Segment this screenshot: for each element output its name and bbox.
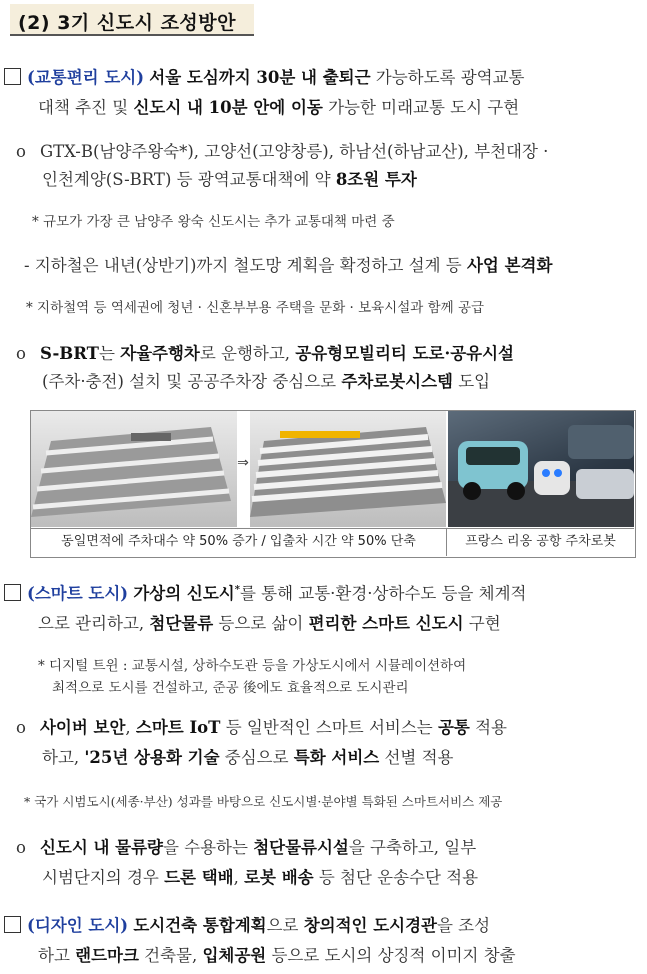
checkbox-square-icon — [4, 916, 21, 933]
section-title: (2) 3기 신도시 조성방안 — [18, 12, 236, 34]
note-station-housing: * 지하철역 등 역세권에 청년 · 신혼부부용 주택을 문화 · 보육시설과 함께 공급 — [26, 300, 485, 316]
bullet-logistics-line2: 시범단지의 경우 드론 택배, 로봇 배송 등 첨단 운송수단 적용 — [42, 868, 479, 887]
bullet-sbrt-line1: o S-BRT는 자율주행차로 운행하고, 공유형모빌리티 도로·공유시설 — [16, 344, 514, 363]
bullet-cyber-line1: o 사이버 보안, 스마트 IoT 등 일반적인 스마트 서비스는 공통 적용 — [16, 718, 507, 737]
paragraph-design-line1: (디자인 도시) 도시건축 통합계획으로 창의적인 도시경관을 조성 — [4, 912, 490, 936]
checkbox-square-icon — [4, 584, 21, 601]
paragraph-smart-line2: 으로 관리하고, 첨단물류 등으로 삶이 편리한 스마트 신도시 구현 — [38, 614, 501, 633]
dash-subway: - 지하철은 내년(상반기)까지 철도망 계획을 확정하고 설계 등 사업 본격화 — [24, 256, 553, 275]
parking-before-render — [31, 411, 237, 527]
parking-robot-photo — [448, 411, 634, 527]
tag-design: 디자인 도시 — [34, 916, 121, 935]
tag-transport: 교통편리 도시 — [34, 68, 137, 87]
bullet-circle-icon: o — [16, 838, 26, 857]
tag-smart: 스마트 도시 — [34, 584, 121, 603]
bullet-circle-icon: o — [16, 344, 26, 363]
note-digital-twin-line2: 최적으로 도시를 건설하고, 준공 後에도 효율적으로 도시관리 — [52, 680, 409, 696]
figure-caption-right: 프랑스 리옹 공항 주차로봇 — [447, 528, 634, 556]
paragraph-transport-line2: 대책 추진 및 신도시 내 10분 안에 이동 가능한 미래교통 도시 구현 — [38, 98, 520, 117]
note-pilot-city: * 국가 시범도시(세종·부산) 성과를 바탕으로 신도시별·분야별 특화된 스마트서비스 제공 — [24, 794, 503, 809]
checkbox-square-icon — [4, 68, 21, 85]
bullet-cyber-line2: 하고, '25년 상용화 기술 중심으로 특화 서비스 선별 적용 — [42, 748, 454, 767]
note-digital-twin-line1: * 디지털 트윈 : 교통시설, 상하수도관 등을 가상도시에서 시뮬레이션하여 — [38, 658, 467, 674]
parking-after-render — [250, 411, 446, 527]
paragraph-design-line2: 하고 랜드마크 건축물, 입체공원 등으로 도시의 상징적 이미지 창출 — [38, 946, 516, 965]
bullet-gtx-line1: o GTX-B(남양주왕숙*), 고양선(고양창릉), 하남선(하남교산), 부천대장 · — [16, 142, 549, 161]
note-wangsuk: * 규모가 가장 큰 남양주 왕숙 신도시는 추가 교통대책 마련 중 — [32, 214, 395, 230]
bullet-sbrt-line2: (주차·충전) 설치 및 공공주차장 중심으로 주차로봇시스템 도입 — [42, 372, 491, 391]
parking-robot-render — [448, 411, 634, 527]
figure-caption-left: 동일면적에 주차대수 약 50% 증가 / 입출차 시간 약 50% 단축 — [31, 528, 447, 556]
bullet-logistics-line1: o 신도시 내 물류량을 수용하는 첨단물류시설을 구축하고, 일부 — [16, 838, 477, 857]
bullet-circle-icon: o — [16, 718, 26, 737]
arrow-icon: ⇒ — [237, 455, 249, 471]
parking-after-image — [250, 411, 446, 527]
parking-before-image — [31, 411, 237, 527]
paragraph-transport-line1: (교통편리 도시) 서울 도심까지 30분 내 출퇴근 가능하도록 광역교통 — [4, 64, 525, 88]
bullet-gtx-line2: 인천계양(S-BRT) 등 광역교통대책에 약 8조원 투자 — [42, 170, 417, 189]
bullet-circle-icon: o — [16, 142, 26, 161]
paragraph-smart-line1: (스마트 도시) 가상의 신도시*를 통해 교통·환경·상하수도 등을 체계적 — [4, 580, 526, 604]
